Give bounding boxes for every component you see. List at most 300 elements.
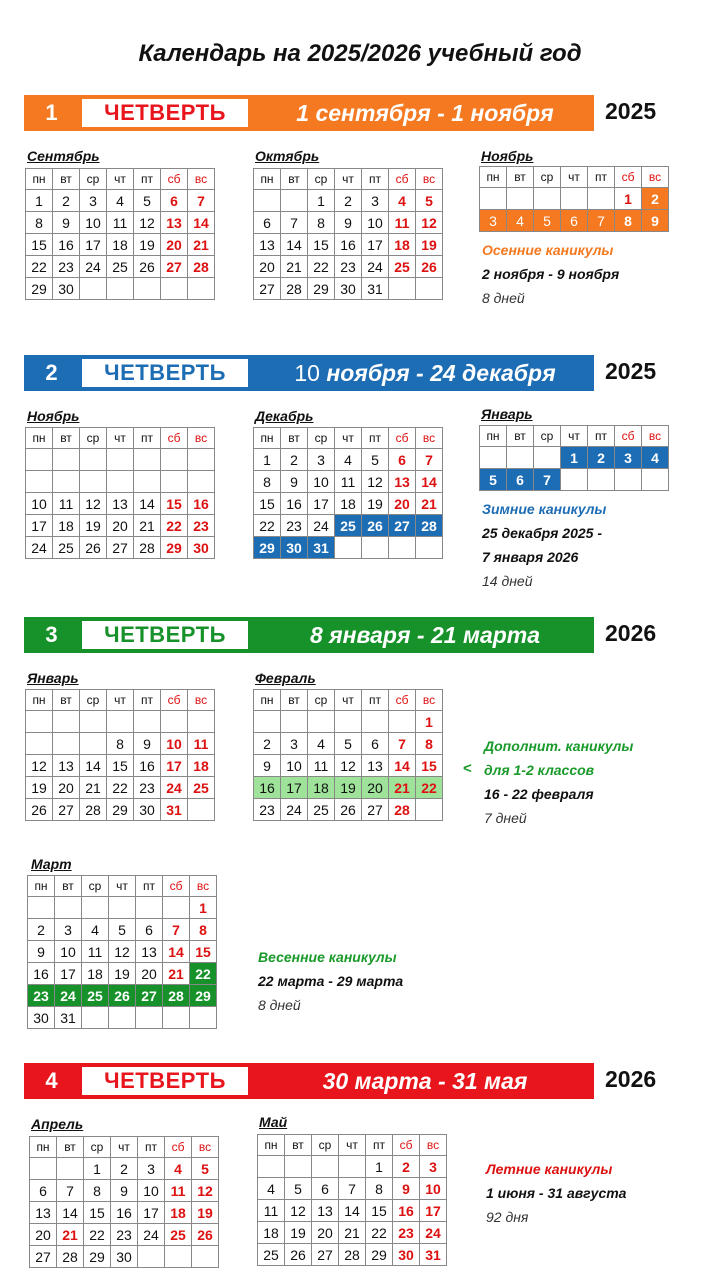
empty-cell [80,733,107,755]
day-cell: 13 [389,471,416,493]
weekday-header: вс [416,690,443,711]
weekday-header: сб [389,169,416,190]
empty-cell [161,711,188,733]
day-cell: 12 [192,1180,219,1202]
day-cell: 14 [163,941,190,963]
day-cell: 14 [416,471,443,493]
day-cell: 9 [393,1178,420,1200]
weekday-header-row [258,1135,447,1156]
day-cell: 28 [389,799,416,821]
week-row [28,919,217,941]
day-cell: 21 [416,493,443,515]
month-title-december: Декабрь [255,408,314,424]
day-cell: 10 [362,212,389,234]
weekday-header: чт [339,1135,366,1156]
day-cell: 5 [335,733,362,755]
quarter-1-year: 2025 [605,98,657,124]
quarter-range: 30 марта - 31 мая [322,1068,528,1094]
day-cell: 27 [389,515,416,537]
day-cell: 13 [107,493,134,515]
day-cell: 11 [188,733,215,755]
day-cell: 31 [161,799,188,821]
weekday-header: чт [561,167,588,188]
day-cell: 18 [165,1202,192,1224]
day-cell: 4 [642,447,669,469]
day-cell: 24 [281,799,308,821]
week-row [258,1156,447,1178]
quarter-4-bar [24,1063,594,1099]
quarter-range-rest: ноября - 24 декабря [319,360,556,386]
weekday-header: вт [507,167,534,188]
week-row [480,210,669,232]
autumn-heading: Осенние каникулы [482,242,614,258]
day-cell: 2 [28,919,55,941]
day-cell: 19 [109,963,136,985]
day-cell: 20 [312,1222,339,1244]
weekday-header: сб [615,167,642,188]
empty-cell [389,711,416,733]
calendar-november-1 [479,166,669,232]
day-cell: 17 [55,963,82,985]
day-cell: 24 [55,985,82,1007]
month-title-september: Сентябрь [27,148,100,164]
day-cell: 8 [107,733,134,755]
day-cell: 29 [254,537,281,559]
weekday-header: пн [30,1137,57,1158]
weekday-header: вс [416,169,443,190]
quarter-range: 1 сентября - 1 ноября [296,100,554,126]
day-cell: 3 [308,449,335,471]
week-row [254,537,443,559]
day-cell: 1 [615,188,642,210]
day-cell: 28 [57,1246,84,1268]
weekday-header: ср [308,169,335,190]
weekday-header: пн [480,167,507,188]
day-cell: 20 [53,777,80,799]
weekday-header: пн [26,169,53,190]
quarter-number: 1 [24,95,79,131]
day-cell: 18 [335,493,362,515]
week-row [254,212,443,234]
day-cell: 16 [281,493,308,515]
week-row [254,733,443,755]
day-cell: 30 [393,1244,420,1266]
empty-cell [588,188,615,210]
weekday-header: пт [362,169,389,190]
day-cell: 2 [254,733,281,755]
weekday-header: вт [285,1135,312,1156]
day-cell: 7 [534,469,561,491]
weekday-header: вт [55,876,82,897]
day-cell: 11 [53,493,80,515]
day-cell: 18 [308,777,335,799]
week-row [26,755,215,777]
calendar-january-2 [25,689,215,821]
quarter-label: ЧЕТВЕРТЬ [82,1067,248,1095]
empty-cell [163,897,190,919]
day-cell: 4 [308,733,335,755]
empty-cell [362,711,389,733]
empty-cell [82,1007,109,1029]
weekday-header: вс [420,1135,447,1156]
winter-dates-start: 25 декабря 2025 - [482,525,603,541]
day-cell: 20 [136,963,163,985]
day-cell: 19 [285,1222,312,1244]
weekday-header: сб [161,428,188,449]
day-cell: 14 [389,755,416,777]
quarter-3-bar [24,617,594,653]
quarter-2-bar [24,355,594,391]
empty-cell [134,278,161,300]
weekday-header: вс [188,428,215,449]
day-cell: 21 [389,777,416,799]
day-cell: 18 [82,963,109,985]
week-row [28,941,217,963]
day-cell: 17 [80,234,107,256]
day-cell: 8 [190,919,217,941]
week-row [26,212,215,234]
day-cell: 30 [188,537,215,559]
day-cell: 14 [339,1200,366,1222]
empty-cell [188,449,215,471]
extra-heading-2: для 1-2 классов [484,762,595,778]
day-cell: 16 [254,777,281,799]
day-cell: 4 [165,1158,192,1180]
weekday-header: ср [308,428,335,449]
day-cell: 7 [57,1180,84,1202]
day-cell: 26 [134,256,161,278]
empty-cell [80,278,107,300]
weekday-header: вт [281,428,308,449]
week-row [26,190,215,212]
day-cell: 23 [335,256,362,278]
empty-cell [281,190,308,212]
empty-cell [362,537,389,559]
week-row [254,256,443,278]
day-cell: 16 [53,234,80,256]
empty-cell [188,471,215,493]
day-cell: 29 [84,1246,111,1268]
autumn-dates: 2 ноября - 9 ноября [482,266,620,282]
week-row [480,447,669,469]
day-cell: 17 [420,1200,447,1222]
day-cell: 14 [57,1202,84,1224]
day-cell: 30 [335,278,362,300]
day-cell: 5 [192,1158,219,1180]
empty-cell [281,711,308,733]
weekday-header: сб [165,1137,192,1158]
day-cell: 25 [107,256,134,278]
weekday-header: вт [53,690,80,711]
weekday-header: чт [111,1137,138,1158]
week-row [258,1200,447,1222]
empty-cell [161,278,188,300]
quarter-range: 8 января - 21 марта [309,622,541,648]
autumn-days: 8 дней [482,290,525,306]
quarter-number: 3 [45,622,58,647]
day-cell: 31 [308,537,335,559]
week-row [254,278,443,300]
day-cell: 23 [281,515,308,537]
day-cell: 8 [308,212,335,234]
day-cell: 3 [80,190,107,212]
day-cell: 4 [82,919,109,941]
quarter-number: 2 [45,360,58,385]
day-cell: 20 [254,256,281,278]
week-row [26,234,215,256]
week-row [254,777,443,799]
empty-cell [163,1007,190,1029]
empty-cell [615,469,642,491]
day-cell: 23 [134,777,161,799]
empty-cell [107,278,134,300]
weekday-header: пт [362,428,389,449]
day-cell: 15 [416,755,443,777]
day-cell: 23 [188,515,215,537]
weekday-header: чт [335,428,362,449]
day-cell: 7 [281,212,308,234]
empty-cell [134,449,161,471]
empty-cell [165,1246,192,1268]
winter-heading: Зимние каникулы [482,501,607,517]
empty-cell [26,711,53,733]
empty-cell [80,711,107,733]
day-cell: 13 [362,755,389,777]
weekday-header: пт [138,1137,165,1158]
day-cell: 27 [312,1244,339,1266]
weekday-header: вт [53,428,80,449]
day-cell: 19 [335,777,362,799]
empty-cell [109,1007,136,1029]
day-cell: 22 [84,1224,111,1246]
day-cell: 25 [53,537,80,559]
day-cell: 15 [190,941,217,963]
day-cell: 10 [281,755,308,777]
weekday-header: чт [107,169,134,190]
day-cell: 5 [416,190,443,212]
empty-cell [188,278,215,300]
empty-cell [416,278,443,300]
day-cell: 25 [335,515,362,537]
week-row [26,471,215,493]
weekday-header: вс [190,876,217,897]
quarter-label: ЧЕТВЕРТЬ [82,359,248,387]
weekday-header-row [26,690,215,711]
weekday-header: сб [389,428,416,449]
empty-cell [134,711,161,733]
empty-cell [285,1156,312,1178]
day-cell: 6 [136,919,163,941]
day-cell: 9 [53,212,80,234]
day-cell: 26 [109,985,136,1007]
empty-cell [138,1246,165,1268]
weekday-header: пн [26,428,53,449]
day-cell: 6 [507,469,534,491]
day-cell: 17 [362,234,389,256]
day-cell: 28 [188,256,215,278]
day-cell: 17 [161,755,188,777]
day-cell: 26 [26,799,53,821]
weekday-header-row [480,426,669,447]
empty-cell [80,471,107,493]
day-cell: 15 [107,755,134,777]
quarter-3-year: 2026 [605,620,657,646]
week-row [30,1180,219,1202]
empty-cell [53,733,80,755]
day-cell: 25 [308,799,335,821]
day-cell: 26 [80,537,107,559]
weekday-header-row [28,876,217,897]
day-cell: 3 [362,190,389,212]
weekday-header: сб [615,426,642,447]
day-cell: 5 [534,210,561,232]
day-cell: 17 [308,493,335,515]
day-cell: 2 [335,190,362,212]
day-cell: 14 [80,755,107,777]
quarter-2-year: 2025 [605,358,657,384]
day-cell: 27 [161,256,188,278]
day-cell: 8 [84,1180,111,1202]
weekday-header: пт [588,426,615,447]
weekday-header-row [480,167,669,188]
day-cell: 11 [308,755,335,777]
empty-cell [190,1007,217,1029]
day-cell: 18 [53,515,80,537]
day-cell: 30 [134,799,161,821]
empty-cell [642,469,669,491]
extra-holidays-arrow: < [463,760,472,777]
weekday-header: вс [642,426,669,447]
day-cell: 23 [53,256,80,278]
day-cell: 15 [26,234,53,256]
day-cell: 29 [190,985,217,1007]
day-cell: 10 [138,1180,165,1202]
day-cell: 15 [366,1200,393,1222]
day-cell: 28 [163,985,190,1007]
day-cell: 2 [588,447,615,469]
day-cell: 9 [28,941,55,963]
month-title-may: Май [259,1114,288,1130]
day-cell: 20 [389,493,416,515]
empty-cell [254,190,281,212]
day-cell: 20 [30,1224,57,1246]
day-cell: 12 [134,212,161,234]
day-cell: 25 [188,777,215,799]
weekday-header: ср [80,428,107,449]
day-cell: 21 [134,515,161,537]
weekday-header: пн [480,426,507,447]
day-cell: 9 [642,210,669,232]
quarter-4-year: 2026 [605,1066,657,1092]
day-cell: 22 [308,256,335,278]
day-cell: 25 [82,985,109,1007]
empty-cell [480,447,507,469]
week-row [28,963,217,985]
day-cell: 27 [136,985,163,1007]
day-cell: 7 [389,733,416,755]
weekday-header: вс [188,690,215,711]
day-cell: 12 [335,755,362,777]
day-cell: 14 [134,493,161,515]
weekday-header: пт [362,690,389,711]
day-cell: 6 [30,1180,57,1202]
day-cell: 4 [335,449,362,471]
weekday-header: пт [134,690,161,711]
day-cell: 24 [80,256,107,278]
weekday-header: пт [136,876,163,897]
day-cell: 3 [281,733,308,755]
day-cell: 12 [285,1200,312,1222]
day-cell: 6 [312,1178,339,1200]
empty-cell [53,471,80,493]
spring-holidays-note [258,945,403,1017]
week-row [254,471,443,493]
day-cell: 22 [107,777,134,799]
weekday-header-row [254,169,443,190]
weekday-header: ср [534,167,561,188]
week-row [26,278,215,300]
month-title-march: Март [31,856,72,872]
day-cell: 19 [80,515,107,537]
weekday-header: пн [254,169,281,190]
day-cell: 8 [366,1178,393,1200]
empty-cell [107,471,134,493]
weekday-header: сб [161,690,188,711]
day-cell: 28 [281,278,308,300]
weekday-header: вс [188,169,215,190]
day-cell: 4 [507,210,534,232]
quarter-range-day: 10 [294,360,320,386]
day-cell: 2 [642,188,669,210]
quarter-range [256,355,594,391]
weekday-header: пт [134,428,161,449]
calendar-november-2 [25,427,215,559]
day-cell: 29 [366,1244,393,1266]
day-cell: 1 [366,1156,393,1178]
week-row [26,515,215,537]
week-row [480,188,669,210]
day-cell: 13 [30,1202,57,1224]
day-cell: 10 [420,1178,447,1200]
day-cell: 18 [107,234,134,256]
spring-heading: Весенние каникулы [258,949,397,965]
day-cell: 12 [109,941,136,963]
calendar-march [27,875,217,1029]
weekday-header: пн [28,876,55,897]
day-cell: 11 [389,212,416,234]
empty-cell [28,897,55,919]
day-cell: 6 [254,212,281,234]
weekday-header: пт [588,167,615,188]
autumn-holidays-note [482,238,619,310]
weekday-header-row [26,169,215,190]
day-cell: 22 [366,1222,393,1244]
day-cell: 24 [161,777,188,799]
weekday-header: пт [134,169,161,190]
day-cell: 13 [161,212,188,234]
day-cell: 3 [138,1158,165,1180]
weekday-header: ср [80,169,107,190]
day-cell: 31 [55,1007,82,1029]
day-cell: 6 [561,210,588,232]
day-cell: 12 [362,471,389,493]
week-row [254,234,443,256]
day-cell: 1 [561,447,588,469]
day-cell: 7 [588,210,615,232]
extra-days: 7 дней [484,810,527,826]
day-cell: 1 [254,449,281,471]
week-row [258,1178,447,1200]
